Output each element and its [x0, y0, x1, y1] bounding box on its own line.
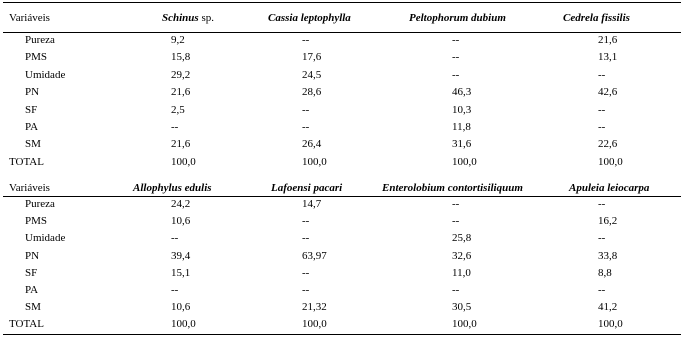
top-rule: [3, 2, 681, 3]
row-label: PN: [25, 249, 40, 262]
table-row: [0, 230, 684, 246]
table-cell: 15,8: [171, 51, 191, 64]
table-cell: --: [598, 68, 606, 81]
table-cell: --: [598, 198, 606, 210]
table-cell: 15,1: [171, 266, 191, 279]
row-label: PA: [25, 121, 39, 133]
table-cell: 31,6: [452, 138, 472, 151]
table-row: [0, 102, 684, 118]
table-cell: 2,5: [171, 103, 185, 116]
row-label: SF: [25, 266, 38, 279]
table-cell: 16,2: [598, 215, 618, 228]
table-row: [0, 84, 684, 100]
table-row: [0, 154, 684, 170]
row-label: SM: [25, 138, 41, 151]
table-row: [0, 213, 684, 229]
table-cell: 39,4: [171, 249, 191, 262]
table-cell: 11,8: [452, 121, 471, 133]
table-cell: --: [171, 232, 179, 245]
table-cell: 22,6: [598, 138, 618, 151]
row-label: Umidade: [25, 232, 66, 245]
row-label: PMS: [25, 51, 48, 64]
bottom-rule: [3, 334, 681, 335]
species-header: Allophylus edulis: [133, 182, 212, 194]
table-row: [0, 299, 684, 315]
table-cell: 32,6: [452, 249, 472, 262]
row-label: TOTAL: [9, 155, 44, 168]
row-label: SF: [25, 103, 38, 116]
species-header: Apuleia leiocarpa: [569, 182, 650, 194]
row-label: SM: [25, 301, 41, 314]
table-cell: --: [302, 103, 310, 116]
table-cell: 26,4: [302, 138, 322, 151]
table1-header-row: [0, 10, 684, 26]
table-cell: 41,2: [598, 301, 618, 314]
table-row: [0, 248, 684, 264]
table-cell: 30,5: [452, 301, 472, 314]
table-cell: --: [302, 266, 310, 279]
table-row: [0, 196, 684, 212]
table-cell: 28,6: [302, 86, 322, 99]
table-cell: 63,97: [302, 249, 327, 262]
table-cell: --: [171, 121, 179, 133]
table-cell: --: [302, 232, 310, 245]
table-cell: --: [598, 284, 606, 296]
table-cell: 100,0: [171, 155, 196, 168]
table-cell: 100,0: [302, 155, 327, 168]
table-cell: --: [302, 284, 310, 296]
table-cell: 14,7: [302, 198, 322, 210]
species-header: Cedrela fissilis: [563, 12, 630, 24]
species-header: Enterolobium contortisiliquum: [382, 182, 523, 194]
table-cell: 100,0: [302, 318, 327, 331]
table-cell: 17,6: [302, 51, 322, 64]
table-cell: 100,0: [598, 155, 623, 168]
table-cell: 46,3: [452, 86, 472, 99]
table-cell: --: [598, 121, 606, 133]
species-header: Cassia leptophylla: [268, 12, 351, 24]
species-header: Lafoensi pacari: [271, 182, 343, 194]
table-cell: --: [452, 215, 460, 228]
table2-header-row: [0, 180, 684, 196]
table-cell: 24,5: [302, 68, 322, 81]
table-row: [0, 67, 684, 83]
table-cell: 13,1: [598, 51, 618, 64]
table-cell: 25,8: [452, 232, 472, 245]
table-cell: --: [598, 232, 606, 245]
row-label: PN: [25, 86, 40, 99]
table-cell: 33,8: [598, 249, 618, 262]
table-cell: --: [302, 34, 310, 46]
table-cell: 8,8: [598, 266, 612, 279]
table-row: [0, 136, 684, 152]
table-row: [0, 282, 684, 298]
row-label: TOTAL: [9, 318, 44, 331]
table-row: [0, 119, 684, 135]
table-cell: --: [452, 198, 460, 210]
table-cell: 11,0: [452, 266, 471, 279]
table-row: [0, 316, 684, 332]
table-cell: 29,2: [171, 68, 191, 81]
table-cell: 10,3: [452, 103, 472, 116]
table-cell: --: [452, 51, 460, 64]
table-cell: 21,6: [171, 86, 191, 99]
table-cell: --: [452, 34, 460, 46]
row-label: Pureza: [25, 198, 55, 210]
table-cell: --: [452, 68, 460, 81]
row-label: Umidade: [25, 68, 66, 81]
table-cell: 21,32: [302, 301, 327, 314]
table-row: [0, 265, 684, 281]
table-row: [0, 32, 684, 48]
table-cell: 10,6: [171, 215, 191, 228]
variables-header: Variáveis: [9, 182, 50, 194]
table-cell: 42,6: [598, 86, 618, 99]
table-cell: --: [171, 284, 179, 296]
variables-header: Variáveis: [9, 12, 50, 24]
table-row: [0, 49, 684, 65]
table-cell: 10,6: [171, 301, 191, 314]
table-cell: --: [302, 121, 310, 133]
row-label: PA: [25, 284, 39, 296]
table-cell: --: [452, 284, 460, 296]
table-cell: 100,0: [452, 318, 477, 331]
table-cell: 21,6: [598, 34, 618, 46]
species-header: Schinus sp.: [162, 12, 214, 24]
table-cell: --: [598, 103, 606, 116]
row-label: PMS: [25, 215, 48, 228]
table-cell: 24,2: [171, 198, 191, 210]
table-cell: 100,0: [452, 155, 477, 168]
table-cell: 21,6: [171, 138, 191, 151]
table-cell: 9,2: [171, 34, 185, 46]
species-header: Peltophorum dubium: [409, 12, 506, 24]
table-cell: 100,0: [598, 318, 623, 331]
table-cell: 100,0: [171, 318, 196, 331]
row-label: Pureza: [25, 34, 55, 46]
table-cell: --: [302, 215, 310, 228]
